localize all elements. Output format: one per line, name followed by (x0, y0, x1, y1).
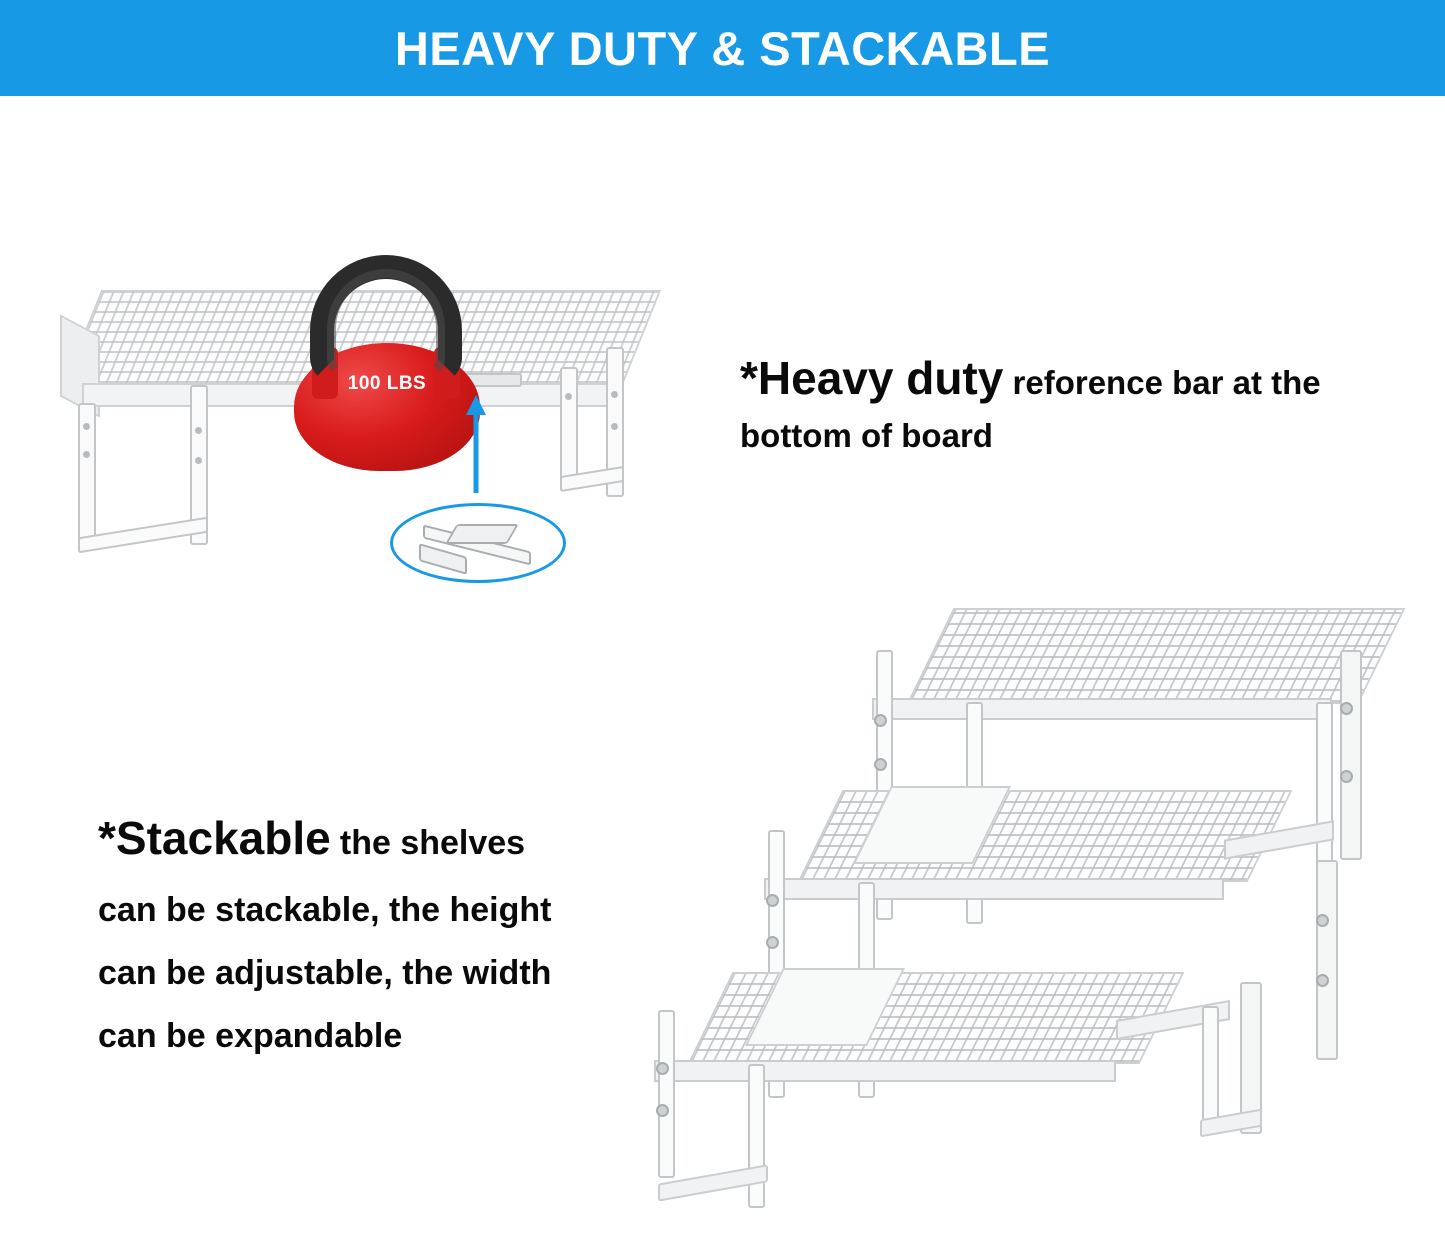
adjust-knob-icon (656, 1104, 669, 1117)
shelf-foot-left (78, 517, 208, 554)
stackable-description-2: can be stackable, the height (98, 890, 552, 929)
shelf-post-middle-right (1316, 860, 1338, 1060)
screw-icon (611, 391, 618, 398)
screw-icon (83, 423, 90, 430)
weight-label: 100 LBS (347, 373, 427, 394)
adjust-knob-icon (1340, 770, 1353, 783)
kettlebell-weight (282, 255, 492, 470)
adjust-knob-icon (1316, 974, 1329, 987)
adjust-knob-icon (766, 936, 779, 949)
shelf-leg-back-right (560, 367, 578, 485)
shelf-tier-middle-front-edge (764, 878, 1224, 900)
adjust-knob-icon (1316, 914, 1329, 927)
screw-icon (195, 427, 202, 434)
heavy-duty-description: reforence bar at the bottom of board (740, 364, 1321, 454)
adjust-knob-icon (874, 758, 887, 771)
stackable-feature-text (98, 805, 658, 1062)
single-shelf-illustration (60, 255, 680, 575)
shelf-post-bottom-left (658, 1010, 675, 1178)
shelf-leg-front-left (78, 403, 96, 543)
stacked-shelves-illustration (640, 590, 1420, 1210)
shelf-post-bottom-inner-left (748, 1064, 765, 1208)
detail-bar-top (445, 524, 519, 544)
kettlebell-handle-highlight (327, 269, 445, 377)
header-banner (0, 0, 1445, 96)
shelf-post-bottom-inner-right (1202, 1006, 1219, 1126)
screw-icon (565, 393, 572, 400)
shelf-tier-top-deck (907, 608, 1406, 704)
screw-icon (195, 457, 202, 464)
adjust-knob-icon (766, 894, 779, 907)
shelf-tier-bottom-front-edge (654, 1060, 1116, 1082)
stackable-description-1: the shelves (339, 824, 526, 862)
adjust-knob-icon (874, 714, 887, 727)
callout-detail-bubble (390, 503, 566, 583)
shelf-post-top-right (1340, 650, 1362, 860)
banner-title: HEAVY DUTY & STACKABLE (394, 21, 1051, 75)
adjust-knob-icon (656, 1062, 669, 1075)
stackable-description-4: can be expandable (98, 1017, 403, 1056)
stackable-keyword: *Stackable (98, 812, 331, 864)
heavy-duty-keyword: *Heavy duty (740, 352, 1004, 404)
adjust-knob-icon (1340, 702, 1353, 715)
heavy-duty-feature-text (740, 345, 1420, 460)
callout-arrow-icon (465, 395, 487, 495)
stackable-description-3: can be adjustable, the width (98, 953, 552, 992)
screw-icon (83, 451, 90, 458)
screw-icon (611, 423, 618, 430)
shelf-tier-top-front-edge (872, 698, 1332, 720)
